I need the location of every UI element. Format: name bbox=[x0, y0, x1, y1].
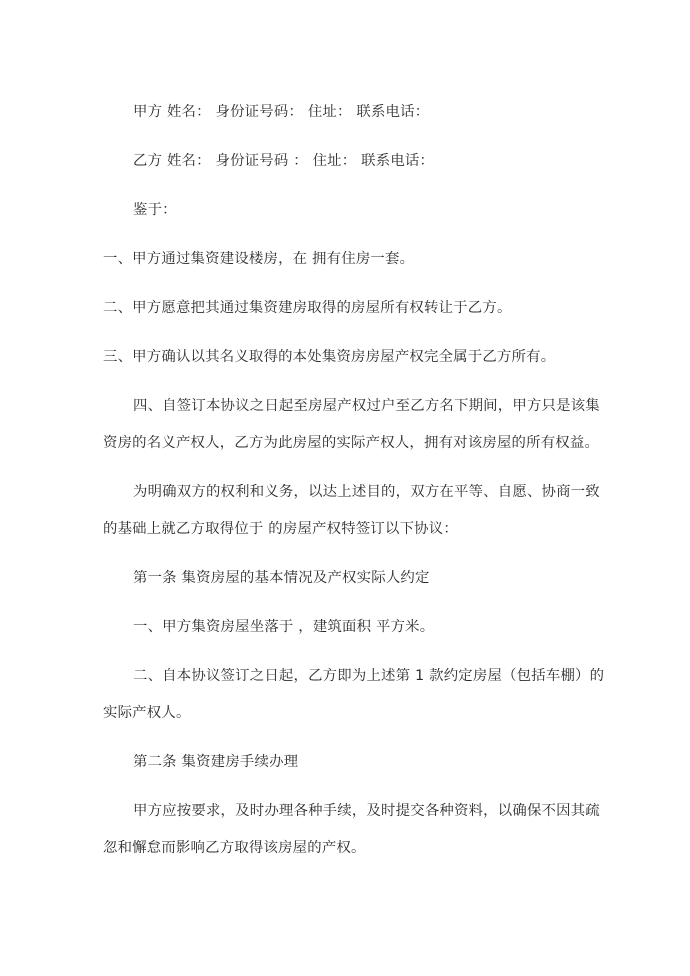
article-1-title: 第一条 集资房屋的基本情况及产权实际人约定 bbox=[133, 570, 430, 586]
article-1-clause-2-line-1: 二、自本协议签订之日起，乙方即为上述第 1 款约定房屋（包括车棚）的 bbox=[133, 668, 605, 684]
article-2-title: 第二条 集资建房手续办理 bbox=[133, 754, 299, 770]
article-1-clause-2-line-2: 实际产权人。 bbox=[103, 705, 191, 721]
recital-1: 一、甲方通过集资建设楼房，在 拥有住房一套。 bbox=[103, 251, 415, 267]
recital-2: 二、甲方愿意把其通过集资建房取得的房屋所有权转让于乙方。 bbox=[103, 300, 512, 316]
article-2-body-line-2: 忽和懈怠而影响乙方取得该房屋的产权。 bbox=[103, 840, 366, 856]
recital-4-line-2: 资房的名义产权人，乙方为此房屋的实际产权人，拥有对该房屋的所有权益。 bbox=[103, 435, 600, 451]
whereas-heading: 鉴于： bbox=[133, 202, 177, 218]
purpose-line-2: 的基础上就乙方取得位于 的房屋产权特签订以下协议： bbox=[103, 521, 458, 537]
recital-3: 三、甲方确认以其名义取得的本处集资房房屋产权完全属于乙方所有。 bbox=[103, 349, 556, 365]
party-b-info: 乙方 姓名： 身份证号码 ： 住址： 联系电话： bbox=[133, 153, 435, 169]
purpose-line-1: 为明确双方的权利和义务，以达上述目的，双方在平等、自愿、协商一致 bbox=[133, 484, 600, 500]
party-a-info: 甲方 姓名： 身份证号码： 住址： 联系电话： bbox=[133, 104, 430, 120]
article-1-clause-1: 一、甲方集资房屋坐落于 ，建筑面积 平方米。 bbox=[133, 619, 435, 635]
article-2-body-line-1: 甲方应按要求，及时办理各种手续，及时提交各种资料，以确保不因其疏 bbox=[133, 803, 600, 819]
recital-4-line-1: 四、自签订本协议之日起至房屋产权过户至乙方名下期间，甲方只是该集 bbox=[133, 398, 600, 414]
